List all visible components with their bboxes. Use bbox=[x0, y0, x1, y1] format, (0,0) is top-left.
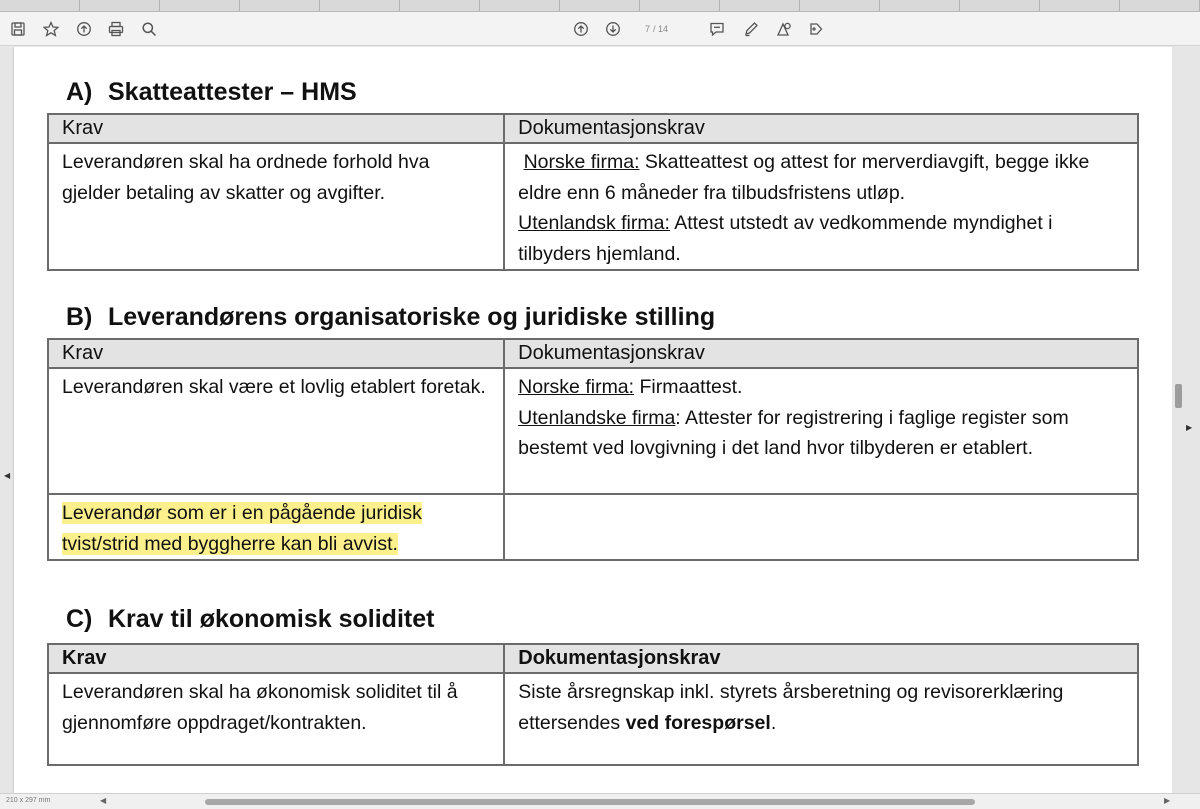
column-header-krav: Krav bbox=[48, 644, 504, 673]
column-header-dokumentasjonskrav: Dokumentasjonskrav bbox=[504, 644, 1138, 673]
section-c-title: C) Krav til økonomisk soliditet bbox=[66, 605, 435, 633]
column-header-krav: Krav bbox=[48, 114, 504, 143]
scroll-left-icon[interactable]: ◀ bbox=[100, 796, 107, 805]
document-tab[interactable] bbox=[240, 0, 320, 12]
krav-cell: Leverandøren skal ha ordnede forhold hva gjelder betaling av skatter og avgifter. bbox=[48, 143, 504, 270]
document-tab[interactable] bbox=[480, 0, 560, 12]
next-page-icon[interactable] bbox=[603, 19, 623, 39]
scroll-right-icon[interactable]: ▶ bbox=[1164, 796, 1171, 805]
comment-icon[interactable] bbox=[707, 19, 727, 39]
document-tab[interactable] bbox=[160, 0, 240, 12]
save-icon[interactable] bbox=[8, 19, 28, 39]
shapes-icon[interactable] bbox=[774, 19, 794, 39]
column-header-krav: Krav bbox=[48, 339, 504, 368]
krav-cell: Leverandøren skal være et lovlig etablert foretak. bbox=[48, 368, 504, 494]
column-header-dokumentasjonskrav: Dokumentasjonskrav bbox=[504, 339, 1138, 368]
document-tab[interactable] bbox=[1040, 0, 1120, 12]
document-tab[interactable] bbox=[0, 0, 80, 12]
document-tab[interactable] bbox=[880, 0, 960, 12]
section-a-table bbox=[47, 113, 1139, 271]
document-tab-strip bbox=[0, 0, 1200, 12]
highlighted-text: Leverandør som er i en pågående juridisk tvist/strid med byggherre kan bli avvist. bbox=[62, 502, 422, 555]
krav-cell: Leverandøren skal ha økonomisk soliditet til å gjennomføre oppdraget/kontrakten. bbox=[48, 673, 504, 765]
total-pages-label: / 14 bbox=[653, 24, 669, 34]
stamp-icon[interactable] bbox=[806, 19, 826, 39]
vertical-scroll-thumb[interactable] bbox=[1175, 384, 1182, 408]
dokumentasjon-cell-empty bbox=[504, 494, 1138, 560]
document-tab[interactable] bbox=[80, 0, 160, 12]
section-c-table bbox=[47, 643, 1139, 766]
dokumentasjon-cell: Norske firma: Skatteattest og attest for merverdiavgift, begge ikke eldre enn 6 måneder fra tilbudsfristens utløp. Utenlandsk firma: Attest utstedt av vedkommende myndighet i tilbyders hjemland. bbox=[504, 143, 1138, 270]
print-icon[interactable] bbox=[106, 19, 126, 39]
caret-left-icon: ◀ bbox=[4, 471, 11, 480]
vertical-scrollbar[interactable] bbox=[1172, 47, 1200, 793]
upload-icon[interactable] bbox=[74, 19, 94, 39]
column-header-dokumentasjonskrav: Dokumentasjonskrav bbox=[504, 114, 1138, 143]
document-tab[interactable] bbox=[800, 0, 880, 12]
caret-right-icon: ▶ bbox=[1186, 423, 1193, 432]
page-indicator bbox=[638, 21, 668, 37]
krav-cell-highlighted bbox=[48, 494, 504, 560]
document-tab[interactable] bbox=[1120, 0, 1200, 12]
pdf-toolbar bbox=[0, 12, 1200, 46]
document-tab[interactable] bbox=[960, 0, 1040, 12]
pdf-page bbox=[14, 47, 1172, 793]
previous-page-icon[interactable] bbox=[571, 19, 591, 39]
search-icon[interactable] bbox=[139, 19, 159, 39]
bottom-bar bbox=[0, 793, 1200, 809]
document-tab[interactable] bbox=[640, 0, 720, 12]
document-tab[interactable] bbox=[720, 0, 800, 12]
section-a-title: A) Skatteattester – HMS bbox=[66, 78, 357, 106]
dokumentasjon-cell: Siste årsregnskap inkl. styrets årsberetning og revisorerklæring ettersendes ved forespørsel. bbox=[504, 673, 1138, 765]
page-number-input[interactable] bbox=[638, 24, 650, 34]
horizontal-scroll-thumb[interactable] bbox=[205, 799, 975, 805]
page-size-label: 210 x 297 mm bbox=[6, 797, 51, 804]
document-tab[interactable] bbox=[560, 0, 640, 12]
section-b-title: B) Leverandørens organisatoriske og juridiske stilling bbox=[66, 303, 716, 331]
document-viewer[interactable] bbox=[0, 47, 1200, 793]
section-b-table bbox=[47, 338, 1139, 561]
document-tab[interactable] bbox=[320, 0, 400, 12]
dokumentasjon-cell: Norske firma: Firmaattest. Utenlandske firma: Attester for registrering i faglige register som bestemt ved lovgivning i det land hvor tilbyderen er etablert. bbox=[504, 368, 1138, 494]
pen-icon[interactable] bbox=[741, 19, 761, 39]
star-icon[interactable] bbox=[41, 19, 61, 39]
document-tab[interactable] bbox=[400, 0, 480, 12]
